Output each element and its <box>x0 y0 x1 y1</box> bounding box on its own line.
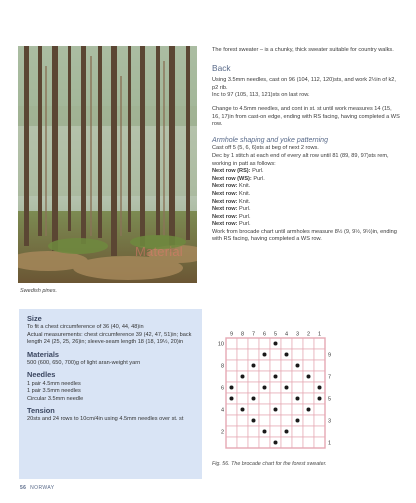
section-name: NORWAY <box>30 485 55 491</box>
chart-row-label-right: 5 <box>328 396 332 403</box>
chart-cell <box>314 404 325 415</box>
chart-column-label: 1 <box>317 331 322 338</box>
chart-stitch-dot <box>252 364 256 368</box>
size-text: To fit a chest circumference of 36 (40, 44, 48)in <box>27 324 144 331</box>
needles-heading: Needles <box>27 370 56 380</box>
chart-row-label-right: 7 <box>328 374 332 381</box>
info-box <box>19 309 202 479</box>
page-number: 56 <box>20 485 27 491</box>
chart-column-label: 3 <box>295 331 300 338</box>
chart-cell <box>226 437 237 448</box>
chart-column-label: 9 <box>229 331 234 338</box>
chart-cell <box>281 360 292 371</box>
chart-cell <box>248 349 259 360</box>
chart-stitch-dot <box>263 430 267 434</box>
needles-item: Circular 3.5mm needle <box>27 395 84 402</box>
chart-cell <box>259 371 270 382</box>
chart-stitch-dot <box>318 397 322 401</box>
chart-cell <box>303 360 314 371</box>
chart-cell <box>226 371 237 382</box>
chart-cell <box>292 349 303 360</box>
chart-stitch-dot <box>274 375 278 379</box>
chart-cell <box>303 338 314 349</box>
chart-stitch-dot <box>296 364 300 368</box>
chart-cell <box>292 404 303 415</box>
chart-cell <box>248 371 259 382</box>
chart-cell <box>292 437 303 448</box>
chart-cell <box>303 426 314 437</box>
chart-cell <box>270 393 281 404</box>
chart-cell <box>259 415 270 426</box>
armhole-line-1: Cast off 5 (5, 6, 6)sts at beg of next 2 rows. <box>212 145 319 152</box>
chart-cell <box>237 382 248 393</box>
back-para-1: Using 3.5mm needles, cast on 96 (104, 112, 120)sts, and work 2½in of k2, p2 rib. <box>212 77 396 91</box>
chart-cell <box>281 437 292 448</box>
chart-cell <box>237 393 248 404</box>
chart-column-label: 6 <box>262 331 267 338</box>
pattern-row: Next row: Knit. <box>212 183 251 190</box>
chart-stitch-dot <box>252 397 256 401</box>
chart-row-label-left: 4 <box>220 407 224 414</box>
chart-stitch-dot <box>285 386 289 390</box>
chart-stitch-dot <box>318 386 322 390</box>
chart-cell <box>226 404 237 415</box>
pattern-row: Next row: Knit. <box>212 190 251 197</box>
chart-cell <box>270 426 281 437</box>
chart-column-label: 5 <box>273 331 278 338</box>
back-heading: Back <box>212 62 231 73</box>
chart-stitch-dot <box>230 386 234 390</box>
chart-stitch-dot <box>230 397 234 401</box>
chart-cell <box>248 338 259 349</box>
chart-cell <box>292 371 303 382</box>
pattern-row: Next row: Purl. <box>212 221 251 228</box>
chart-cell <box>303 437 314 448</box>
armhole-closing: Work from brocade chart until armholes measure 8½ (9, 9½, 9½)in, ending with RS facing, having completed a WS row. <box>212 228 397 243</box>
chart-cell <box>314 338 325 349</box>
chart-cell <box>281 393 292 404</box>
chart-row-label-left: 6 <box>220 385 224 392</box>
chart-cell <box>226 360 237 371</box>
chart-cell <box>303 349 314 360</box>
pattern-row: Next row: Purl. <box>212 206 251 213</box>
chart-cell <box>226 338 237 349</box>
photo-caption: Swedish pines. <box>20 288 57 294</box>
chart-stitch-dot <box>285 353 289 357</box>
chart-row-label-right: 3 <box>328 418 332 425</box>
chart-stitch-dot <box>274 441 278 445</box>
chart-cell <box>303 382 314 393</box>
chart-stitch-dot <box>241 408 245 412</box>
chart-cell <box>314 349 325 360</box>
pattern-instructions <box>212 47 400 244</box>
chart-cell <box>292 426 303 437</box>
chart-cell <box>237 360 248 371</box>
chart-stitch-dot <box>296 419 300 423</box>
chart-cell <box>237 338 248 349</box>
chart-row-label-left: 2 <box>220 429 224 436</box>
pattern-row: Next row: Purl. <box>212 213 251 220</box>
tension-text: 20sts and 24 rows to 10cm/4in using 4.5mm needles over st. st <box>27 416 184 423</box>
chart-cell <box>237 437 248 448</box>
pattern-row: Next row: Knit. <box>212 198 251 205</box>
pattern-row: Next row (RS): Purl. <box>212 168 264 175</box>
chart-cell <box>303 393 314 404</box>
chart-column-label: 8 <box>240 331 245 338</box>
needles-item: 1 pair 4.5mm needles <box>27 380 81 387</box>
chart-cell <box>314 360 325 371</box>
chart-cell <box>281 338 292 349</box>
chart-row-label-left: 10 <box>217 341 224 348</box>
chart-cell <box>314 415 325 426</box>
chart-cell <box>292 338 303 349</box>
chart-cell <box>248 382 259 393</box>
pattern-row: Next row (WS): Purl. <box>212 175 265 182</box>
chart-cell <box>259 360 270 371</box>
chart-cell <box>237 349 248 360</box>
page-footer <box>20 485 54 491</box>
chart-stitch-dot <box>263 353 267 357</box>
chart-cell <box>281 415 292 426</box>
chart-cell <box>226 415 237 426</box>
chart-cell <box>270 349 281 360</box>
chart-row-label-left: 8 <box>220 363 224 370</box>
chart-cell <box>314 437 325 448</box>
chart-stitch-dot <box>274 342 278 346</box>
tension-heading: Tension <box>27 406 55 416</box>
chart-cell <box>292 382 303 393</box>
chart-stitch-dot <box>274 408 278 412</box>
chart-cell <box>226 349 237 360</box>
needles-item: 1 pair 3.5mm needles <box>27 388 81 395</box>
chart-cell <box>281 371 292 382</box>
chart-column-label: 4 <box>284 331 289 338</box>
chart-column-label: 2 <box>306 331 311 338</box>
chart-cell <box>226 426 237 437</box>
armhole-heading: Armhole shaping and yoke patterning <box>212 136 328 144</box>
chart-cell <box>259 393 270 404</box>
chart-stitch-dot <box>285 430 289 434</box>
chart-cell <box>259 338 270 349</box>
watermark: Material <box>135 244 183 259</box>
back-para-2: Inc to 97 (105, 113, 121)sts on last row. <box>212 92 310 99</box>
chart-cell <box>248 426 259 437</box>
measurements-text: Actual measurements: chest circumference 39 (42, 47, 51)in; back length 24 (25, 25, 26)in; sleeve-seam length 18 (18, 19½, 20)in <box>27 331 192 346</box>
brocade-chart <box>212 329 342 456</box>
chart-column-label: 7 <box>251 331 256 338</box>
chart-cell <box>237 415 248 426</box>
intro-text: The forest sweater – is a chunky, thick sweater suitable for country walks. <box>212 47 394 53</box>
chart-cell <box>259 437 270 448</box>
brocade-chart-grid <box>212 329 342 451</box>
chart-row-label-right: 9 <box>328 352 332 359</box>
chart-stitch-dot <box>296 397 300 401</box>
armhole-line-2: Dec by 1 stitch at each end of every alt row until 81 (89, 89, 97)sts rem, working in patt as follows: <box>212 152 389 167</box>
chart-stitch-dot <box>307 375 311 379</box>
chart-cell <box>248 404 259 415</box>
chart-cell <box>259 404 270 415</box>
chart-cell <box>314 426 325 437</box>
materials-text: 500 (600, 650, 700)g of light aran-weight yarn <box>27 360 141 367</box>
chart-cell <box>270 382 281 393</box>
chart-cell <box>237 426 248 437</box>
chart-row-label-right: 1 <box>328 440 332 447</box>
chart-cell <box>281 404 292 415</box>
chart-cell <box>248 437 259 448</box>
size-heading: Size <box>27 314 42 323</box>
chart-stitch-dot <box>241 375 245 379</box>
materials-heading: Materials <box>27 349 60 359</box>
chart-cell <box>270 415 281 426</box>
chart-stitch-dot <box>263 386 267 390</box>
chart-stitch-dot <box>252 419 256 423</box>
chart-cell <box>303 415 314 426</box>
chart-cell <box>314 371 325 382</box>
chart-stitch-dot <box>307 408 311 412</box>
chart-caption: Fig. 56. The brocade chart for the forest sweater. <box>212 461 327 467</box>
chart-cell <box>270 360 281 371</box>
back-para-3: Change to 4.5mm needles, and cont in st. st until work measures 14 (15, 16, 17)in from cast-on edge, ending with RS facing, having completed a WS row. <box>212 105 400 128</box>
